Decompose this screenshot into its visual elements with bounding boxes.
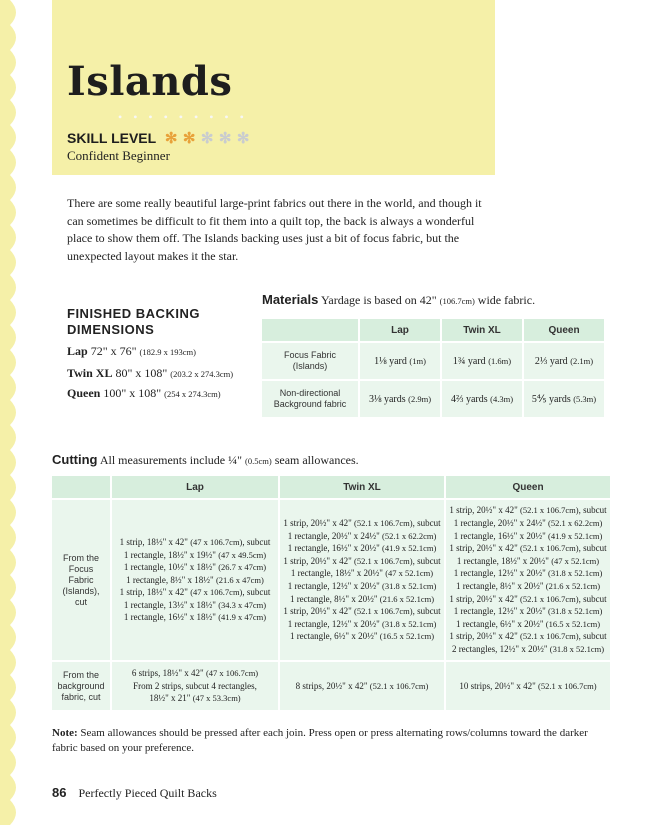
cutting-line: 10 strips, 20½" x 42" (52.1 x 106.7cm) <box>459 680 597 691</box>
cutting-cell <box>446 500 610 660</box>
cutting-line: 6 strips, 18½" x 42" (47 x 106.7cm) <box>131 668 259 679</box>
intro-paragraph: There are some really beautiful large-print fabrics out there in the world, and though it can sometimes be difficult to fit them into a quilt top, the back is always a wonderful place to show them off. The Islands backing uses just a bit of focus fabric, but the unexpected layout makes it the star. <box>67 196 482 263</box>
materials-cell: 3⅛ yards (2.9m) <box>360 381 440 417</box>
cutting-line: 1 strip, 20½" x 42" (52.1 x 106.7cm), subcut <box>283 518 441 529</box>
cutting-line: 1 strip, 20½" x 42" (52.1 x 106.7cm), subcut <box>449 543 607 554</box>
cutting-line: 1 rectangle, 8½" x 20½" (21.6 x 52.1cm) <box>289 593 435 604</box>
cutting-cell <box>112 500 278 660</box>
materials-heading: Materials Yardage is based on 42" (106.7cm) wide fabric. <box>262 292 536 307</box>
page-title: Islands <box>67 58 233 105</box>
skill-level <box>67 129 252 147</box>
cutting-line: 1 rectangle, 18½" x 20½" (47 x 52.1cm) <box>290 568 434 579</box>
cutting-line: 1 rectangle, 8½" x 18½" (21.6 x 47cm) <box>126 574 264 585</box>
cutting-col-header: Twin XL <box>280 476 444 498</box>
star-empty-icon: ✻ <box>218 130 232 147</box>
materials-cell: 2⅓ yard (2.1m) <box>524 343 604 379</box>
cutting-line: 1 strip, 18½" x 42" (47 x 106.7cm), subcut <box>119 587 271 598</box>
cutting-row <box>52 662 610 710</box>
cutting-line: 1 rectangle, 8½" x 20½" (21.6 x 52.1cm) <box>455 581 601 591</box>
book-title: Perfectly Pieced Quilt Backs <box>78 786 217 800</box>
cutting-line: 1 rectangle, 16½" x 20½" (41.9 x 52.1cm) <box>287 543 437 554</box>
cutting-line: 2 rectangles, 12½" x 20½" (31.8 x 52.1cm) <box>451 643 605 654</box>
cutting-line: 1 rectangle, 20½" x 24½" (52.1 x 62.2cm) <box>287 530 437 541</box>
cutting-cell <box>280 662 444 710</box>
cutting-line: 1 rectangle, 12½" x 20½" (31.8 x 52.1cm) <box>287 581 437 591</box>
cutting-line: 8 strips, 20½" x 42" (52.1 x 106.7cm) <box>295 680 429 691</box>
page-number: 86 <box>52 785 67 800</box>
cutting-line: 1 rectangle, 12½" x 20½" (31.8 x 52.1cm) <box>453 606 603 617</box>
materials-row <box>262 381 604 417</box>
materials-col-header: Twin XL <box>442 319 522 341</box>
cutting-line: 1 strip, 20½" x 42" (52.1 x 106.7cm), subcut <box>283 606 441 617</box>
cutting-line: 1 strip, 20½" x 42" (52.1 x 106.7cm), subcut <box>449 505 607 516</box>
cutting-line: 1 rectangle, 12½" x 20½" (31.8 x 52.1cm) <box>287 618 437 629</box>
cutting-line: 1 rectangle, 16½" x 20½" (41.9 x 52.1cm) <box>453 530 603 541</box>
materials-table <box>260 317 606 419</box>
skill-stars <box>162 129 252 147</box>
cutting-heading: Cutting All measurements include ¼" (0.5cm) seam allowances. <box>52 452 359 467</box>
finished-size-queen: Queen 100" x 108" (254 x 274.3cm) <box>67 386 221 400</box>
cutting-row <box>52 500 610 660</box>
materials-cell: 1⅛ yard (1m) <box>360 343 440 379</box>
star-filled-icon: ✻ <box>182 130 196 147</box>
title-dots: • • • • • • • • • <box>118 110 248 124</box>
cutting-cell <box>446 662 610 710</box>
finished-size-lap: Lap 72" x 76" (182.9 x 193cm) <box>67 344 196 358</box>
cutting-col-header: Queen <box>446 476 610 498</box>
cutting-line: 1 rectangle, 12½" x 20½" (31.8 x 52.1cm) <box>453 568 603 579</box>
materials-row <box>262 343 604 379</box>
cutting-line: 1 strip, 20½" x 42" (52.1 x 106.7cm), subcut <box>449 631 607 642</box>
star-empty-icon: ✻ <box>200 130 214 147</box>
finished-size-twin-xl: Twin XL 80" x 108" (203.2 x 274.3cm) <box>67 366 234 380</box>
materials-row-label: Non-directional Background fabric <box>262 381 358 417</box>
cutting-line: 1 strip, 18½" x 42" (47 x 106.7cm), subcut <box>119 536 271 547</box>
finished-backing-title: FINISHED BACKING DIMENSIONS <box>67 306 200 337</box>
cutting-line: 1 rectangle, 20½" x 24½" (52.1 x 62.2cm) <box>453 518 603 529</box>
cutting-line: From 2 strips, subcut 4 rectangles, <box>133 680 257 691</box>
materials-cell: 4⅔ yards (4.3m) <box>442 381 522 417</box>
materials-row-label: Focus Fabric (Islands) <box>262 343 358 379</box>
cutting-line: 1 strip, 20½" x 42" (52.1 x 106.7cm), subcut <box>449 593 607 604</box>
page-footer <box>52 785 217 801</box>
materials-col-header: Queen <box>524 319 604 341</box>
cutting-cell <box>112 662 278 710</box>
cutting-line: 1 rectangle, 18½" x 19½" (47 x 49.5cm) <box>123 549 267 560</box>
skill-level-label: SKILL LEVEL <box>67 130 157 146</box>
cutting-row-label: From the background fabric, cut <box>52 662 110 710</box>
cutting-table <box>50 474 612 712</box>
materials-cell: 1¾ yard (1.6m) <box>442 343 522 379</box>
skill-level-value: Confident Beginner <box>67 148 170 163</box>
cutting-row-label: From the Focus Fabric (Islands), cut <box>52 500 110 660</box>
scalloped-border <box>0 0 22 825</box>
cutting-line: 18½" x 21" (47 x 53.3cm) <box>149 693 241 704</box>
star-filled-icon: ✻ <box>164 130 178 147</box>
materials-cell: 5⅘ yards (5.3m) <box>524 381 604 417</box>
cutting-line: 1 rectangle, 6½" x 20½" (16.5 x 52.1cm) <box>289 631 435 642</box>
cutting-cell <box>280 500 444 660</box>
note: Note: Seam allowances should be pressed after each join. Press open or press alternating rows/columns toward the darker fabric based on your preference. <box>52 727 588 754</box>
cutting-line: 1 rectangle, 16½" x 18½" (41.9 x 47cm) <box>123 612 267 623</box>
cutting-line: 1 rectangle, 6½" x 20½" (16.5 x 52.1cm) <box>455 618 601 629</box>
materials-header-blank <box>262 319 358 341</box>
cutting-header-blank <box>52 476 110 498</box>
cutting-line: 1 rectangle, 13½" x 18½" (34.3 x 47cm) <box>123 599 267 610</box>
cutting-line: 1 strip, 20½" x 42" (52.1 x 106.7cm), subcut <box>283 555 441 566</box>
materials-col-header: Lap <box>360 319 440 341</box>
cutting-line: 1 rectangle, 18½" x 20½" (47 x 52.1cm) <box>456 555 600 566</box>
cutting-col-header: Lap <box>112 476 278 498</box>
star-empty-icon: ✻ <box>236 130 250 147</box>
cutting-line: 1 rectangle, 10½" x 18½" (26.7 x 47cm) <box>123 562 267 573</box>
